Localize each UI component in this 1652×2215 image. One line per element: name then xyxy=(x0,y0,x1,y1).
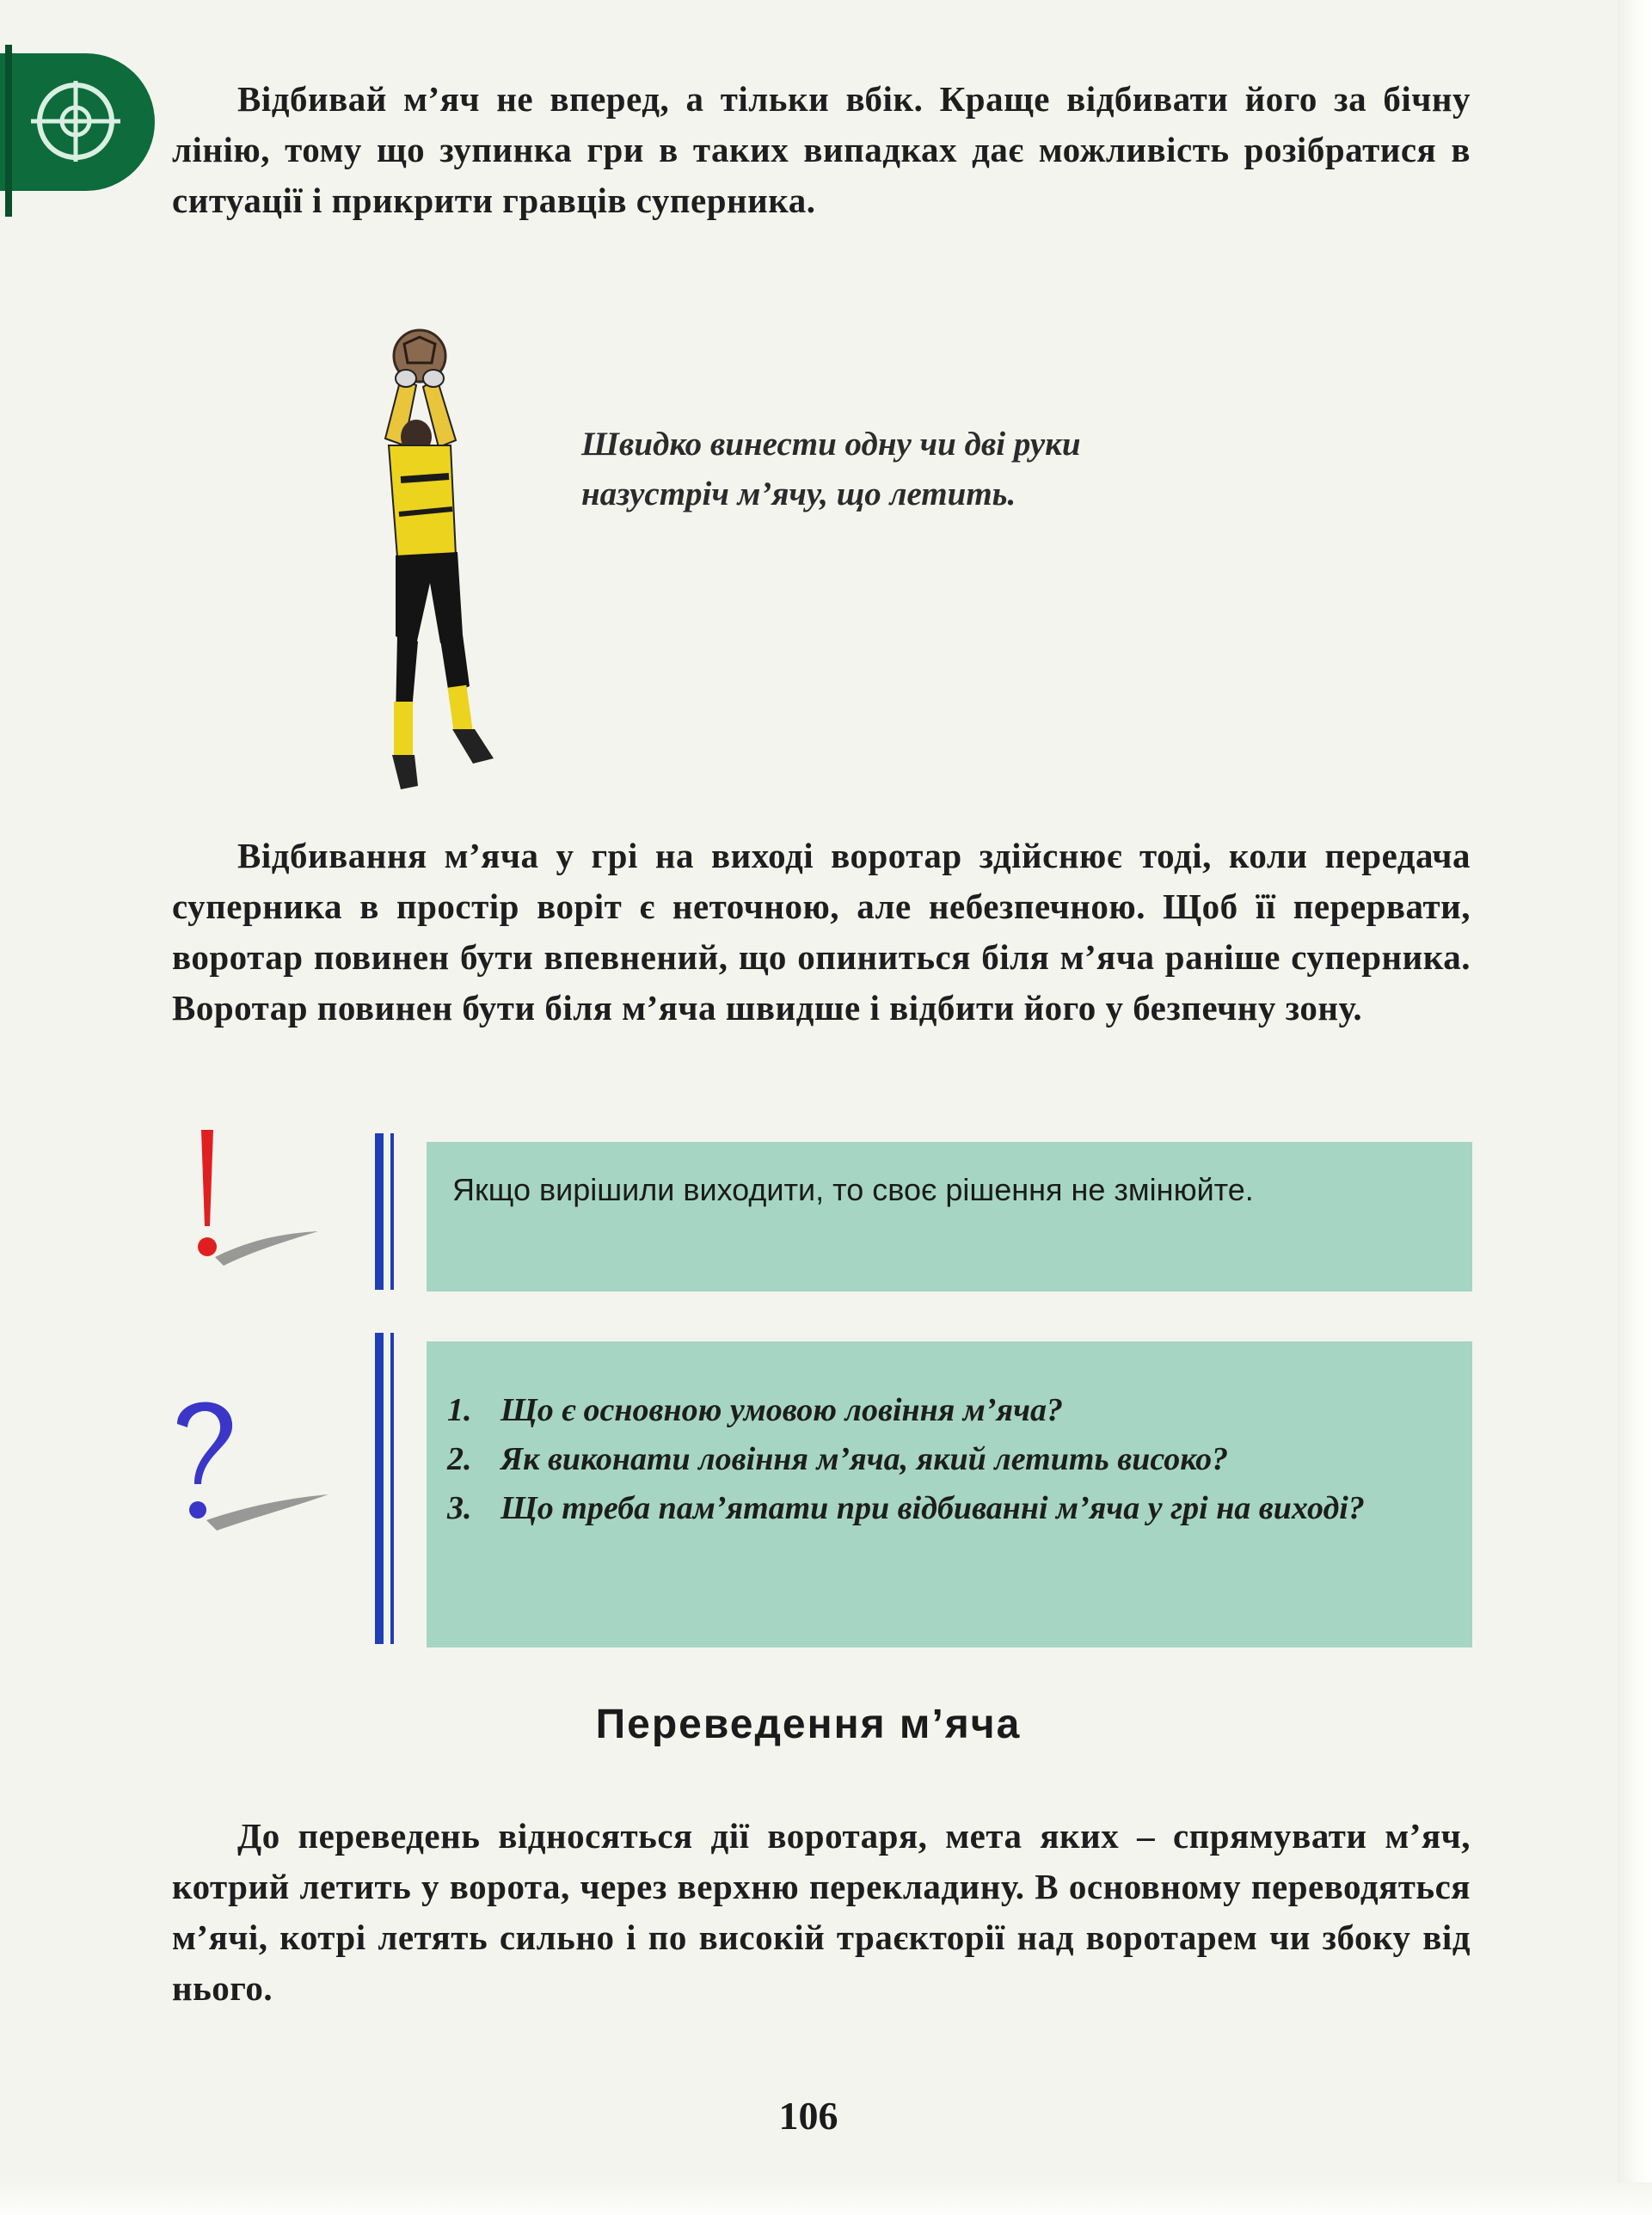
page-bottom-strip xyxy=(0,2182,1652,2215)
questions-bar-thin xyxy=(390,1333,394,1644)
attention-box xyxy=(427,1142,1472,1292)
question-mark-icon xyxy=(169,1390,341,1540)
exclamation-icon xyxy=(172,1126,327,1285)
section-title: Переведення м’яча xyxy=(595,1702,1022,1747)
question-text: Що є основною умовою ловіння м’яча? xyxy=(501,1392,1064,1428)
questions-list xyxy=(447,1386,1462,1533)
attention-bar-thin xyxy=(390,1133,394,1290)
question-number: 3. xyxy=(447,1490,472,1526)
attention-text: Якщо вирішили виходити, то своє рішення не змінюйте. xyxy=(452,1172,1254,1207)
question-text: Як виконати ловіння м’яча, який летить високо? xyxy=(501,1441,1229,1477)
question-number: 1. xyxy=(447,1392,472,1428)
paragraph-2 xyxy=(172,831,1471,1034)
paragraph-1 xyxy=(172,74,1471,226)
paragraph-1-text: Відбивай м’яч не вперед, а тільки вбік. Краще відбивати його за бічну лінію, тому що зупинка гри в таких випадках дає можливість розібратися в ситуації і прикрити гравців суперника. xyxy=(172,79,1471,220)
question-item xyxy=(447,1484,1462,1533)
question-number: 2. xyxy=(447,1441,472,1477)
question-text: Що треба пам’ятати при відбиванні м’яча у грі на виході? xyxy=(501,1490,1365,1526)
paragraph-3 xyxy=(172,1811,1471,2014)
questions-bar xyxy=(375,1333,384,1644)
paragraph-3-text: До переведень відносяться дії воротаря, мета яких – спрямувати м’яч, котрий летить у ворота, через верхню перекладину. В основному переводяться м’ячі, котрі летять сильно і по високій траєкторії над воротарем чи збоку від нього. xyxy=(172,1816,1471,2008)
question-item xyxy=(447,1435,1462,1484)
page-edge xyxy=(1618,0,1652,2215)
page-number: 106 xyxy=(778,2094,838,2138)
paragraph-2-text: Відбивання м’яча у грі на виході воротар здійснює тоді, коли передача суперника в простір воріт є неточною, але небезпечною. Щоб її перервати, воротар повинен бути впевнений, що опиниться біля м’яча раніше суперника. Воротар повинен бути біля м’яча швидше і відбити його у безпечну зону. xyxy=(172,836,1471,1028)
section-logo-icon xyxy=(0,53,155,191)
figure-caption: Швидко винести одну чи дві руки назустріч м’ячу, що летить. xyxy=(581,426,1081,512)
attention-bar xyxy=(375,1133,384,1290)
goalkeeper-illustration xyxy=(366,325,530,794)
question-item xyxy=(447,1386,1462,1435)
